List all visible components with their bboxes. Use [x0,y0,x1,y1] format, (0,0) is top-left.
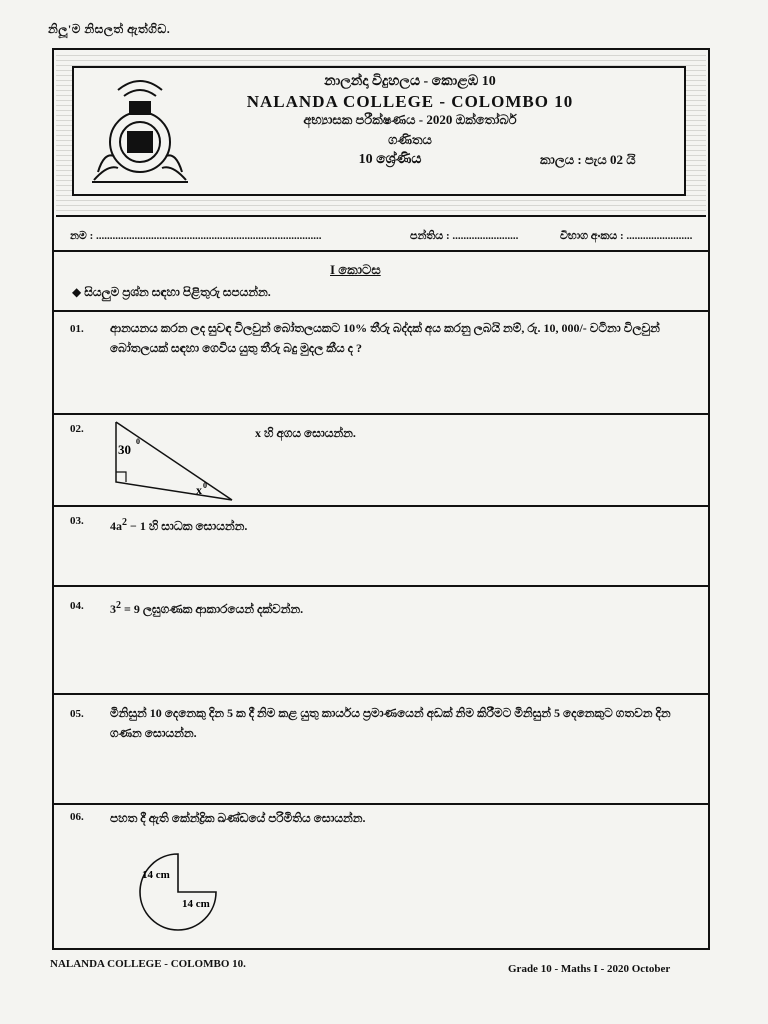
class-field[interactable]: පන්තිය : ........................ [410,230,519,242]
header-grade: 10 ශ්‍රේණිය [358,152,422,167]
question-text: පහත දී ඇති කේන්ද්‍රික ඛණ්ඩයේ පරිමිතිය සොයන්න. [110,811,366,825]
degree-symbol: 0 [136,437,140,446]
college-crest-icon [88,72,192,188]
divider [52,310,710,312]
sector-diagram [132,852,228,934]
expression: 3 [110,602,116,616]
divider [52,505,710,507]
instruction: ◆ සියලුම ප්‍රශ්න සඳහා පිළිතුරු සපයන්න. [72,285,271,299]
name-field[interactable]: නම : .................................................................................. [70,230,322,242]
question-text [110,513,247,536]
divider [52,803,710,805]
question-text: x හි අගය සොයන්න. [255,426,356,440]
question-text [110,596,303,619]
expression: 4a [110,519,122,533]
index-field[interactable]: විභාග අංකය : ........................ [560,230,693,242]
student-info-row [70,230,710,250]
footer-college: NALANDA COLLEGE - COLOMBO 10. [50,958,246,970]
radius-label: 14 cm [182,898,210,910]
expression-rest: − 1 [127,519,146,533]
header-subject: ගණිතය [388,132,432,147]
question-text: ආනයනය කරන ලද සුවඳ විලවුන් බෝතලයකට 10% තීරු බද්දක් අය කරනු ලබයි නම්, රු. 10, 000/- වටිනා විලවුන් බෝතලයක් සඳහා ගෙවිය යුතු තීරු බදු මුදල කීය ද ? [110,321,660,355]
divider [52,693,710,695]
question-number: 04. [70,600,84,612]
header-exam: අභ්‍යාසක පරීක්ෂණය - 2020 ඔක්තෝබර් [303,112,517,127]
top-note: නිලූ'ම නිසලත් ඇත්ගිඩ. [48,22,171,36]
question-number: 02. [70,423,84,435]
header-college-name: NALANDA COLLEGE - COLOMBO 10 [246,92,574,111]
question-instruction: හි සාධක සොයන්න. [145,519,248,533]
expression-rest: = 9 [121,602,140,616]
question-number: 03. [70,515,84,527]
header-sinhala-title: නාලන්දා විදුහලය - කොළඹ 10 [324,74,496,89]
angle-label-30: 30 [118,442,131,457]
degree-symbol: 0 [203,481,207,490]
question-number: 06. [70,811,84,823]
expression-exponent: 2 [122,517,127,528]
part-title: I කොටස [330,262,381,277]
divider [52,413,710,415]
divider [52,585,710,587]
radius-label: 14 cm [142,869,170,881]
question-number: 05. [70,708,84,720]
question-text: මිනිසුන් 10 දෙනෙකු දින 5 ක දී නිම කළ යුතු කාර්යය ප්‍රමාණයෙන් අඩක් නිම කිරීමට මිනිසුන් 5 දෙනෙකුට ගතවන දින ගණන සොයන්න. [110,706,671,740]
header-time: කාලය : පැය 02 යි [540,152,636,167]
question-instruction: ලඝුගණක ආකාරයෙන් දක්වන්න. [139,602,304,616]
footer-paper-info: Grade 10 - Maths I - 2020 October [508,963,671,975]
expression-exponent: 2 [116,600,121,611]
divider [52,250,710,252]
triangle-diagram [112,420,242,506]
question-number: 01. [70,323,84,335]
angle-label-x: x [196,483,202,497]
